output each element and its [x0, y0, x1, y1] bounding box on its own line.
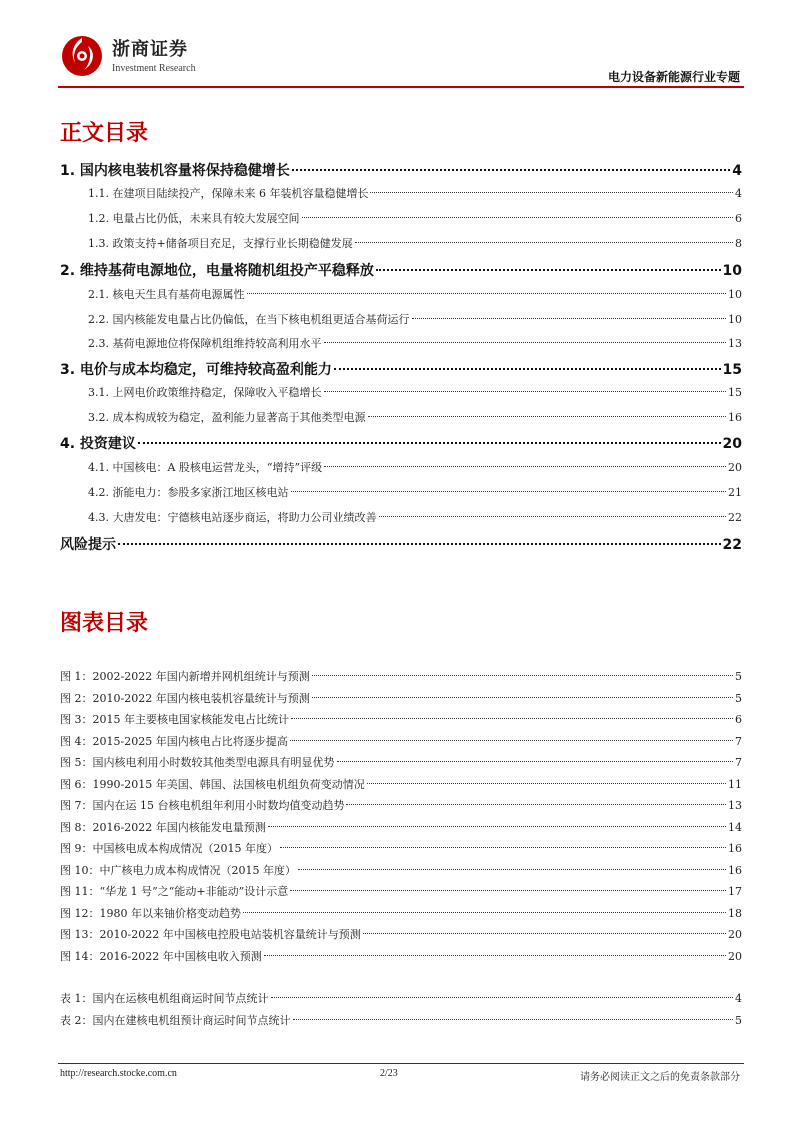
dot-leader — [292, 169, 730, 171]
toc-entry[interactable] — [60, 484, 742, 500]
dot-leader — [363, 933, 726, 934]
toc-entry[interactable] — [60, 534, 742, 554]
figure-entry-page: 17 — [728, 885, 742, 898]
figure-entry[interactable] — [60, 819, 742, 835]
toc-entry-label: 1.1. 在建项目陆续投产，保障未来 6 年装机容量稳健增长 — [88, 187, 369, 200]
dot-leader — [355, 242, 733, 243]
figure-entry-page: 7 — [735, 756, 742, 769]
dot-leader — [367, 783, 726, 784]
dot-leader — [376, 269, 721, 271]
dot-leader — [312, 697, 733, 698]
figure-entry-label: 图 5：国内核电利用小时数较其他类型电源具有明显优势 — [60, 756, 335, 769]
figure-entry[interactable] — [60, 711, 742, 727]
figure-entry[interactable] — [60, 840, 742, 856]
dot-leader — [291, 491, 727, 492]
figure-entry[interactable] — [60, 754, 742, 770]
toc-entry-page: 20 — [728, 461, 742, 474]
toc-title: 正文目录 — [60, 121, 149, 146]
toc-entry[interactable] — [60, 433, 742, 453]
toc-entry-label: 4.1. 中国核电：A 股核电运营龙头，“增持”评级 — [88, 461, 323, 474]
dot-leader — [312, 675, 733, 676]
figure-entry[interactable] — [60, 690, 742, 706]
toc-entry-page: 8 — [735, 237, 742, 250]
dot-leader — [324, 342, 727, 343]
figure-entry-page: 11 — [728, 777, 742, 791]
toc-entry-label: 2.1. 核电天生具有基荷电源属性 — [88, 288, 245, 301]
dot-leader — [138, 442, 721, 444]
toc-entry-label: 风险提示 — [60, 537, 116, 553]
dot-leader — [247, 293, 727, 294]
figure-entry-page: 14 — [728, 820, 742, 834]
toc-entry-label: 2.3. 基荷电源地位将保障机组维持较高利用水平 — [88, 337, 322, 350]
toc-entry-label: 2.2. 国内核能发电量占比仍偏低，在当下核电机组更适合基荷运行 — [88, 313, 410, 326]
zheshang-logo-icon — [60, 34, 104, 78]
figure-entry-label: 图 2：2010-2022 年国内核电装机容量统计与预测 — [60, 691, 310, 705]
page-number: 2/23 — [380, 1068, 398, 1079]
toc-entry[interactable] — [60, 260, 742, 280]
toc-entry-page: 21 — [728, 486, 742, 499]
toc-entry-page: 22 — [722, 537, 742, 553]
figure-entry-label: 图 13：2010-2022 年中国核电控股电站装机容量统计与预测 — [60, 928, 361, 941]
dot-leader — [271, 997, 734, 998]
table-entry[interactable] — [60, 1012, 742, 1028]
toc-entry-label: 3.1. 上网电价政策维持稳定，保障收入平稳增长 — [88, 386, 322, 399]
toc-entry[interactable] — [60, 384, 742, 400]
figure-entry[interactable] — [60, 948, 742, 964]
table-entry-page: 4 — [735, 992, 742, 1005]
figure-entry[interactable] — [60, 733, 742, 749]
toc-entry-page: 4 — [732, 163, 742, 179]
toc-entry-page: 22 — [728, 511, 742, 524]
footer-url[interactable]: http://research.stocke.com.cn — [60, 1068, 177, 1079]
brand-subtitle: Investment Research — [112, 63, 196, 74]
dot-leader — [302, 217, 734, 218]
dot-leader — [290, 740, 733, 741]
table-entry-label: 表 1：国内在运核电机组商运时间节点统计 — [60, 992, 269, 1005]
dot-leader — [324, 466, 726, 467]
table-entry-label: 表 2：国内在建核电机组预计商运时间节点统计 — [60, 1014, 291, 1027]
toc-entry-page: 6 — [735, 212, 742, 225]
figure-entry-label: 图 4：2015-2025 年国内核电占比将逐步提高 — [60, 734, 288, 748]
figure-entry-label: 图 10：中广核电力成本构成情况（2015 年度） — [60, 863, 296, 877]
toc-entry-page: 10 — [728, 313, 742, 326]
toc-entry[interactable] — [60, 359, 742, 379]
toc-entry-page: 10 — [722, 263, 742, 279]
toc-entry-page: 15 — [722, 362, 742, 378]
page-header — [0, 0, 800, 90]
figure-entry-label: 图 8：2016-2022 年国内核能发电量预测 — [60, 820, 266, 834]
figure-entry-page: 16 — [728, 863, 742, 877]
toc-entry-label: 1. 国内核电装机容量将保持稳健增长 — [60, 163, 290, 179]
dot-leader — [337, 761, 734, 762]
toc-entry-label: 4. 投资建议 — [60, 436, 136, 452]
toc-entry-page: 16 — [728, 411, 742, 424]
dot-leader — [346, 804, 726, 805]
toc-entry[interactable] — [60, 235, 742, 251]
dot-leader — [290, 890, 726, 891]
figure-entry-label: 图 7：国内在运 15 台核电机组年利用小时数均值变动趋势 — [60, 799, 345, 812]
toc-entry[interactable] — [60, 509, 742, 525]
dot-leader — [291, 718, 733, 719]
toc-entry[interactable] — [60, 335, 742, 351]
disclaimer-note: 请务必阅读正文之后的免责条款部分 — [580, 1072, 740, 1083]
toc-entry-label: 3.2. 成本构成较为稳定，盈利能力显著高于其他类型电源 — [88, 411, 366, 424]
dot-leader — [370, 192, 733, 193]
brand-name: 浙商证券 — [112, 39, 188, 60]
toc-entry-page: 10 — [728, 288, 742, 301]
figure-entry-page: 20 — [728, 949, 742, 963]
dot-leader — [268, 826, 726, 827]
footer-divider — [58, 1063, 744, 1064]
figure-entry-page: 20 — [728, 928, 742, 941]
toc-entry[interactable] — [60, 459, 742, 475]
dot-leader — [334, 368, 721, 370]
table-entry-page: 5 — [735, 1014, 742, 1027]
header-divider — [58, 86, 744, 88]
dot-leader — [379, 516, 727, 517]
toc-entry-page: 15 — [728, 386, 742, 399]
toc-entry-label: 1.2. 电量占比仍低，未来具有较大发展空间 — [88, 212, 300, 225]
toc-entry-label: 2. 维持基荷电源地位，电量将随机组投产平稳释放 — [60, 263, 374, 279]
toc-entry-page: 4 — [735, 187, 742, 200]
toc-entry-label: 1.3. 政策支持+储备项目充足，支撑行业长期稳健发展 — [88, 237, 353, 250]
toc-entry-page: 20 — [722, 436, 742, 452]
toc-entry-label: 4.3. 大唐发电：宁德核电站逐步商运，将助力公司业绩改善 — [88, 511, 377, 524]
toc-entry[interactable] — [60, 185, 742, 201]
toc-entry[interactable] — [60, 210, 742, 226]
table-entry[interactable] — [60, 990, 742, 1006]
figure-entry-label: 图 6：1990-2015 年美国、韩国、法国核电机组负荷变动情况 — [60, 777, 365, 791]
figure-entry[interactable] — [60, 797, 742, 813]
dot-leader — [264, 955, 726, 956]
figure-entry-label: 图 12：1980 年以来铀价格变动趋势 — [60, 906, 241, 920]
dot-leader — [118, 543, 721, 545]
figure-entry[interactable] — [60, 668, 742, 684]
figure-entry-label: 图 3：2015 年主要核电国家核能发电占比统计 — [60, 713, 289, 726]
dot-leader — [243, 912, 726, 913]
toc-entry[interactable] — [60, 160, 742, 180]
dot-leader — [324, 391, 727, 392]
figure-entry-page: 18 — [728, 906, 742, 920]
figure-entry-page: 7 — [735, 734, 742, 748]
figure-entry[interactable] — [60, 905, 742, 921]
figure-entry-label: 图 1：2002-2022 年国内新增并网机组统计与预测 — [60, 670, 310, 683]
dot-leader — [293, 1019, 734, 1020]
dot-leader — [280, 847, 726, 848]
figure-entry-page: 6 — [735, 713, 742, 726]
figure-entry-page: 5 — [735, 691, 742, 705]
toc-entry[interactable] — [60, 409, 742, 425]
toc-entry-label: 3. 电价与成本均稳定，可维持较高盈利能力 — [60, 362, 332, 378]
report-category: 电力设备新能源行业专题 — [607, 70, 740, 84]
toc-entry[interactable] — [60, 311, 742, 327]
dot-leader — [412, 318, 727, 319]
toc-entry-label: 4.2. 浙能电力：参股多家浙江地区核电站 — [88, 486, 289, 499]
figures-title: 图表目录 — [60, 611, 149, 636]
figure-entry-page: 16 — [728, 842, 742, 855]
figure-entry[interactable] — [60, 926, 742, 942]
toc-entry[interactable] — [60, 286, 742, 302]
figure-entry[interactable] — [60, 776, 742, 792]
toc-entry-page: 13 — [728, 337, 742, 350]
figure-entry-label: 图 9：中国核电成本构成情况（2015 年度） — [60, 842, 278, 855]
dot-leader — [368, 416, 727, 417]
figure-entry-page: 5 — [735, 670, 742, 683]
figure-entry-page: 13 — [728, 799, 742, 812]
figure-entry-label: 图 11：“华龙 1 号”之“能动+非能动”设计示意 — [60, 885, 289, 898]
figure-entry[interactable] — [60, 883, 742, 899]
figure-entry[interactable] — [60, 862, 742, 878]
dot-leader — [298, 869, 726, 870]
figure-entry-label: 图 14：2016-2022 年中国核电收入预测 — [60, 949, 262, 963]
